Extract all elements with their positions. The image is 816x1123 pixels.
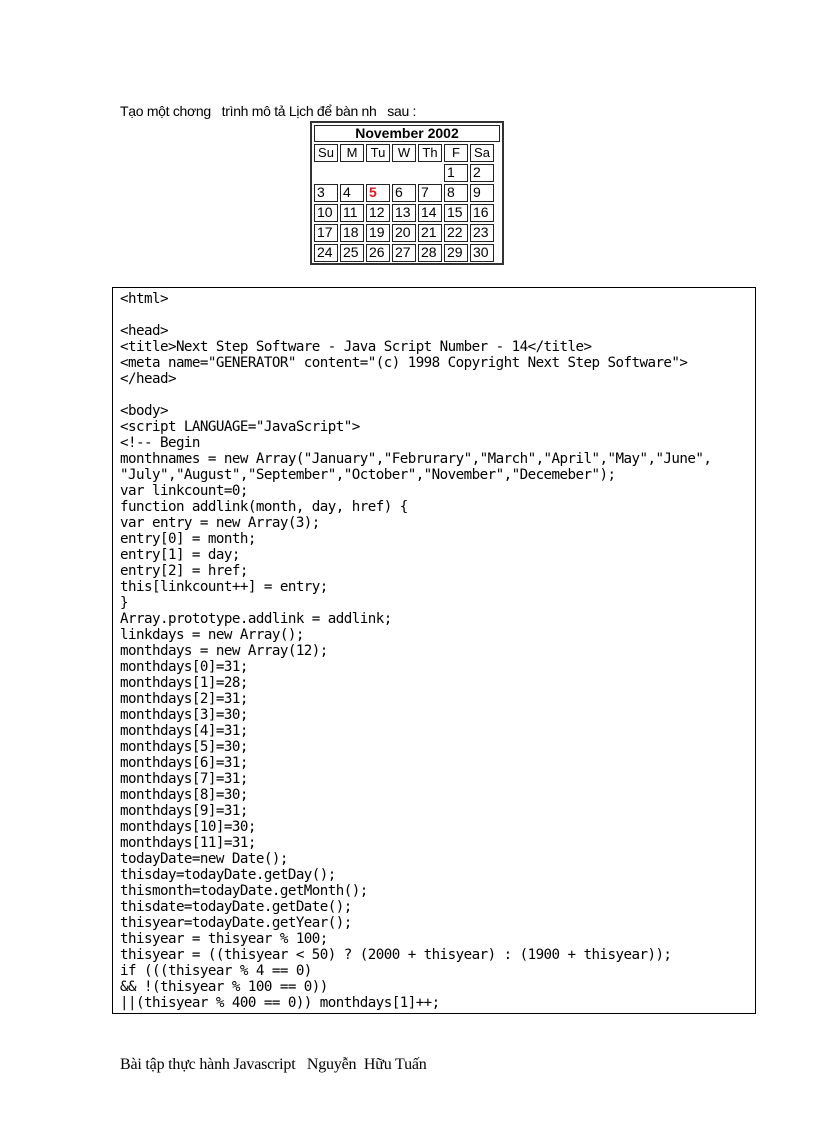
day-cell: 22 xyxy=(444,224,468,242)
day-cell: 21 xyxy=(418,224,442,242)
code-line: entry[0] = month; xyxy=(120,531,256,547)
code-line: thisdate=todayDate.getDate(); xyxy=(120,899,352,915)
calendar-title: November 2002 xyxy=(314,125,500,142)
empty-day-cell xyxy=(314,164,338,182)
code-line: monthdays[1]=28; xyxy=(120,675,248,691)
footer-text: Bài tập thực hành Javascript Nguyễn Hữu Tuấn xyxy=(120,1056,427,1073)
day-cell: 2 xyxy=(470,164,494,182)
code-line: <body> xyxy=(120,403,168,419)
code-line: this[linkcount++] = entry; xyxy=(120,579,328,595)
weekday-header: Tu xyxy=(366,144,390,162)
code-line: monthdays = new Array(12); xyxy=(120,643,328,659)
day-cell: 10 xyxy=(314,204,338,222)
code-line: monthdays[9]=31; xyxy=(120,803,248,819)
empty-day-cell xyxy=(366,164,390,182)
weekday-header: F xyxy=(444,144,468,162)
weekday-header: W xyxy=(392,144,416,162)
weekday-header: Sa xyxy=(470,144,494,162)
calendar-grid xyxy=(314,144,500,262)
day-cell: 23 xyxy=(470,224,494,242)
code-line: monthdays[2]=31; xyxy=(120,691,248,707)
day-cell: 11 xyxy=(340,204,364,222)
code-line: <html> xyxy=(120,291,168,307)
code-line xyxy=(120,387,711,403)
day-cell: 26 xyxy=(366,244,390,262)
code-line: thisyear = ((thisyear < 50) ? (2000 + thisyear) : (1900 + thisyear)); xyxy=(120,947,672,963)
code-line: if (((thisyear % 4 == 0) xyxy=(120,963,312,979)
code-line: todayDate=new Date(); xyxy=(120,851,288,867)
code-line: linkdays = new Array(); xyxy=(120,627,304,643)
intro-text: Tạo một chơng trình mô tả Lịch để bàn nh sau : xyxy=(120,103,417,119)
day-cell: 28 xyxy=(418,244,442,262)
day-cell: 14 xyxy=(418,204,442,222)
code-line: <title>Next Step Software - Java Script Number - 14</title> xyxy=(120,339,592,355)
code-line: monthdays[5]=30; xyxy=(120,739,248,755)
code-line: monthdays[0]=31; xyxy=(120,659,248,675)
code-line: <meta name="GENERATOR" content="(c) 1998 Copyright Next Step Software"> xyxy=(120,355,688,371)
code-line: </head> xyxy=(120,371,176,387)
code-line: monthnames = new Array("January","Februrary","March","April","May","June", xyxy=(120,451,712,467)
day-cell: 30 xyxy=(470,244,494,262)
code-line: var linkcount=0; xyxy=(120,483,248,499)
code-line: monthdays[4]=31; xyxy=(120,723,248,739)
code-line: entry[2] = href; xyxy=(120,563,248,579)
weekday-header: Th xyxy=(418,144,442,162)
code-line: } xyxy=(120,595,128,611)
code-line: <head> xyxy=(120,323,168,339)
code-line: monthdays[6]=31; xyxy=(120,755,248,771)
day-cell: 29 xyxy=(444,244,468,262)
empty-day-cell xyxy=(418,164,442,182)
code-line: entry[1] = day; xyxy=(120,547,240,563)
code-line: monthdays[8]=30; xyxy=(120,787,248,803)
today-day-cell: 5 xyxy=(366,184,390,202)
day-cell: 3 xyxy=(314,184,338,202)
day-cell: 27 xyxy=(392,244,416,262)
day-cell: 8 xyxy=(444,184,468,202)
day-cell: 15 xyxy=(444,204,468,222)
code-line: thisyear = thisyear % 100; xyxy=(120,931,328,947)
day-cell: 18 xyxy=(340,224,364,242)
code-listing-box xyxy=(112,287,756,1014)
day-cell: 12 xyxy=(366,204,390,222)
code-line: thismonth=todayDate.getMonth(); xyxy=(120,883,368,899)
code-line xyxy=(120,307,711,323)
code-line: ||(thisyear % 400 == 0)) monthdays[1]++; xyxy=(120,995,440,1011)
code-line: <script LANGUAGE="JavaScript"> xyxy=(120,419,360,435)
day-cell: 13 xyxy=(392,204,416,222)
code-line: monthdays[3]=30; xyxy=(120,707,248,723)
code-line: thisday=todayDate.getDay(); xyxy=(120,867,336,883)
day-cell: 17 xyxy=(314,224,338,242)
code-line: monthdays[10]=30; xyxy=(120,819,256,835)
day-cell: 9 xyxy=(470,184,494,202)
weekday-header: Su xyxy=(314,144,338,162)
code-line: && !(thisyear % 100 == 0)) xyxy=(120,979,328,995)
code-line: monthdays[11]=31; xyxy=(120,835,256,851)
code-line: "July","August","September","October","November","Decemeber"); xyxy=(120,467,616,483)
day-cell: 20 xyxy=(392,224,416,242)
code-line: Array.prototype.addlink = addlink; xyxy=(120,611,392,627)
code-line: thisyear=todayDate.getYear(); xyxy=(120,915,352,931)
code-line: <!-- Begin xyxy=(120,435,200,451)
code-listing xyxy=(120,291,711,1011)
calendar xyxy=(310,121,504,265)
code-line: monthdays[7]=31; xyxy=(120,771,248,787)
day-cell: 4 xyxy=(340,184,364,202)
day-cell: 25 xyxy=(340,244,364,262)
day-cell: 24 xyxy=(314,244,338,262)
weekday-header: M xyxy=(340,144,364,162)
day-cell: 19 xyxy=(366,224,390,242)
empty-day-cell xyxy=(340,164,364,182)
day-cell: 16 xyxy=(470,204,494,222)
code-line: function addlink(month, day, href) { xyxy=(120,499,408,515)
code-line: var entry = new Array(3); xyxy=(120,515,320,531)
empty-day-cell xyxy=(392,164,416,182)
day-cell: 7 xyxy=(418,184,442,202)
day-cell: 6 xyxy=(392,184,416,202)
day-cell: 1 xyxy=(444,164,468,182)
